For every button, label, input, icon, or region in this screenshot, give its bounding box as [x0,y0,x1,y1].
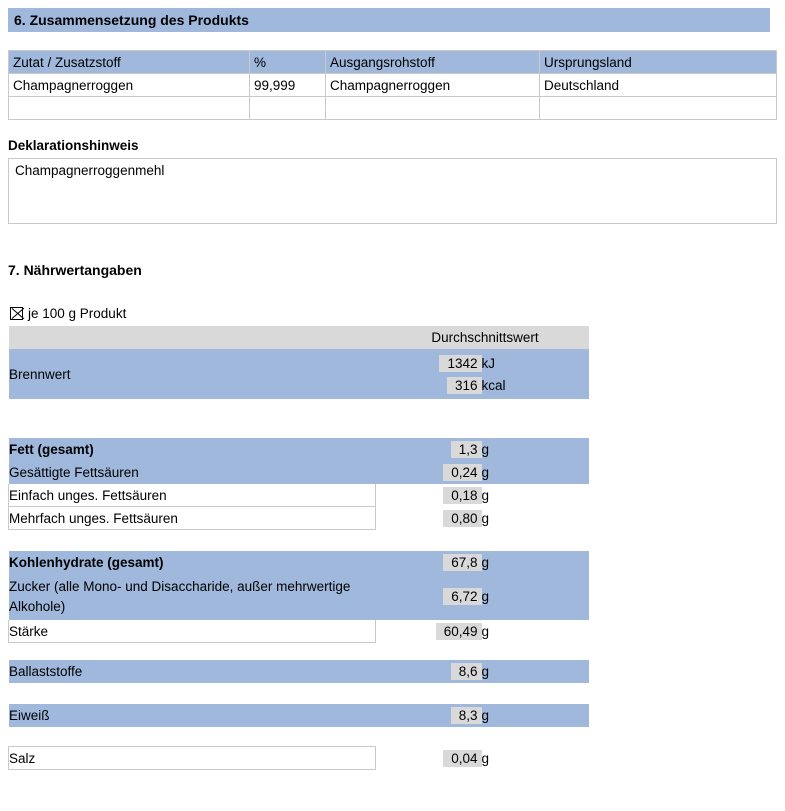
col-header-ursprungsland: Ursprungsland [540,51,777,74]
section-7-heading: 7. Nährwertangaben [8,262,142,278]
table-row[interactable] [9,97,777,120]
nutrient-unit: g [482,660,589,683]
nutrient-unit: g [482,484,589,507]
nutrient-unit: g [482,461,589,484]
nutrient-row [9,461,589,484]
nutrient-value-cell[interactable] [382,704,482,727]
nutrient-value-cell[interactable] [382,507,482,530]
nutrient-label: Gesättigte Fettsäuren [9,461,376,484]
spacer-cell [9,394,376,400]
nutrient-value-cell[interactable] [382,574,482,620]
cell-ursprungsland[interactable]: Deutschland [540,74,777,97]
basis-checkbox-label: je 100 g Produkt [28,306,127,321]
energy-label: Brennwert [9,355,376,394]
nutrient-label: Zucker (alle Mono- und Disaccharide, außer mehrwertige Alkohole) [9,574,376,620]
nutrient-value-cell[interactable] [382,551,482,574]
nutrient-value[interactable]: 1,3 [451,441,482,458]
table-row[interactable] [9,74,777,97]
table-header-row [9,51,777,74]
nutrient-group-fiber [8,659,589,683]
energy-unit-kcal: kcal [482,377,589,394]
nutrient-unit: g [482,574,589,620]
nutrient-group-protein [8,703,589,727]
nutrient-row [9,704,589,727]
col-header-ausgangsrohstoff: Ausgangsrohstoff [326,51,540,74]
nutrient-label: Mehrfach unges. Fettsäuren [9,507,376,530]
ingredients-table [8,50,777,120]
nutrient-value[interactable]: 67,8 [443,554,481,571]
nutrient-value-cell[interactable] [382,660,482,683]
section-6-heading: 6. Zusammensetzung des Produkts [8,8,770,32]
nutrient-value-cell[interactable] [382,461,482,484]
nutrient-value[interactable]: 60,49 [436,623,482,640]
spacer-cell [482,394,589,400]
nutrient-value[interactable]: 8,3 [451,707,482,724]
cell-zutat[interactable] [9,97,250,120]
nutrient-label: Kohlenhydrate (gesamt) [9,551,376,574]
energy-unit-kj: kJ [482,355,589,372]
nutrient-unit: g [482,704,589,727]
nutrient-group-salt [8,746,589,770]
nutrient-label: Einfach unges. Fettsäuren [9,484,376,507]
nutrient-row [9,747,589,770]
nutrient-unit: g [482,438,589,461]
value-column-header: Durchschnittswert [382,326,589,349]
cell-percent[interactable]: 99,999 [250,74,326,97]
nutrient-row [9,620,589,643]
declaration-title: Deklarationshinweis [8,138,139,153]
nutrient-value[interactable]: 8,6 [451,663,482,680]
nutrient-group-carbs [8,550,589,643]
nutrient-label: Fett (gesamt) [9,438,376,461]
nutrient-label: Salz [9,747,376,770]
nutrient-label: Eiweiß [9,704,376,727]
basis-checkbox-row[interactable] [10,306,126,321]
nutrient-row [9,438,589,461]
nutrient-value-cell[interactable] [382,747,482,770]
cell-ausgangsrohstoff[interactable]: Champagnerroggen [326,74,540,97]
col-header-zutat: Zutat / Zusatzstoff [9,51,250,74]
energy-row-kj [9,355,589,372]
nutrient-value[interactable]: 0,80 [443,510,481,527]
nutrient-unit: g [482,620,589,643]
nutrient-value-cell[interactable] [382,438,482,461]
nutrient-group-fat [8,437,589,530]
nutrient-value[interactable]: 6,72 [443,588,481,605]
declaration-textarea[interactable]: Champagnerroggenmehl [8,158,777,224]
energy-header-spacer [9,326,376,349]
nutrient-row [9,551,589,574]
nutrient-unit: g [482,507,589,530]
nutrient-row [9,660,589,683]
checkbox-checked-icon[interactable] [10,307,23,320]
energy-value-kcal[interactable]: 316 [447,377,482,394]
nutrient-label: Ballaststoffe [9,660,376,683]
nutrient-value-cell[interactable] [382,484,482,507]
energy-value-kcal-cell[interactable] [382,377,482,394]
energy-bottom-spacer [9,394,589,400]
cell-ausgangsrohstoff[interactable] [326,97,540,120]
cell-percent[interactable] [250,97,326,120]
nutrient-value-cell[interactable] [382,620,482,643]
nutrient-value[interactable]: 0,24 [443,464,481,481]
energy-value-kj-cell[interactable] [382,355,482,372]
nutrient-value[interactable]: 0,18 [443,487,481,504]
energy-table [8,326,589,399]
nutrient-row [9,507,589,530]
col-header-percent: % [250,51,326,74]
energy-header-row [9,326,589,349]
cell-ursprungsland[interactable] [540,97,777,120]
nutrient-row [9,574,589,620]
nutrient-unit: g [482,551,589,574]
energy-value-kj[interactable]: 1342 [439,355,481,372]
nutrient-value[interactable]: 0,04 [443,750,481,767]
cell-zutat[interactable]: Champagnerroggen [9,74,250,97]
spacer-cell [382,394,482,400]
nutrient-row [9,484,589,507]
nutrient-label: Stärke [9,620,376,643]
nutrient-unit: g [482,747,589,770]
